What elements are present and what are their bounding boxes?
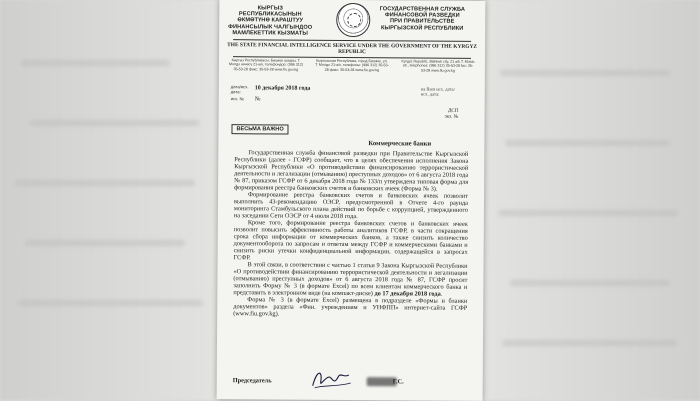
backdrop-text-line bbox=[502, 340, 677, 346]
document-page bbox=[217, 0, 486, 401]
header-english-title: THE STATE FINANCIAL INTELLIGENCE SERVICE UNDER THE GOVERNMENT OF THE KYRGYZ REPUBLIC bbox=[227, 42, 477, 56]
header-russian-title: ГОСУДАРСТВЕННАЯ СЛУЖБА ФИНАНСОВОЙ РАЗВЕДКИ ПРИ ПРАВИТЕЛЬСТВЕ КЫРГЫЗСКОЙ РЕСПУБЛИКИ bbox=[379, 6, 466, 32]
deadline-date: до 17 декабря 2018 года bbox=[374, 290, 441, 298]
priority-stamp: ВЕСЬМА ВАЖНО bbox=[231, 124, 288, 134]
backdrop-text-line bbox=[30, 120, 200, 126]
backdrop-text-line bbox=[510, 280, 670, 286]
backdrop-text-line bbox=[25, 240, 185, 246]
backdrop-text-line bbox=[20, 60, 170, 66]
address-english: Kyrgyz Republic, Bishkek city, 21 a/k T. Moldo str., telephones: (996 312) 35-53-28 fax: 35-53-28 www.fiu.gov.kg bbox=[401, 59, 475, 73]
backdrop-text-line bbox=[500, 70, 670, 76]
signatory-initials: Г.С. bbox=[392, 378, 404, 386]
dsp-mark bbox=[445, 109, 459, 121]
backdrop-text-line bbox=[505, 140, 670, 146]
addressee: Коммерческие банки bbox=[368, 140, 432, 148]
backdrop-text-line bbox=[15, 180, 195, 186]
address-russian: Кыргызская Республика, город Бишкек, ул. Т. Молдо 21-а/к, телефоны: (996 312) 35-53-28 факс: 35-53-28 www.fiu.gov.kg bbox=[315, 58, 389, 72]
paragraph-1: Государственная служба финансовой разведки при Правительстве Кыргызской Республики (далее - ГСФР) сообщает, что в целях обеспечения исполнения Закона Кыргызской Республики «О противодействии финансированию террористической деятельности и легализации (отмыванию) преступных доходов» от 6 августа 2018 года № 87, приказом ГСФР от 6 декабря 2018 года № 133/п утверждена типовая форма для формирования реестра банковских счетов и банковских ячеек (Форма № 3). bbox=[234, 149, 469, 193]
handwritten-signature bbox=[309, 366, 353, 392]
paragraph-3: Кроме того, формирование реестра банковских счетов и банковских ячеек позволит повысить эффективность работы аналитиков ГСФР, в части сокращения срока сбора информации от коммерческих банков, а также снизить количество документооборота по запросам и ответам между ГСФР и коммерческими банками и снизить риски утечки конфиденциальной информации, содержащейся в запросах ГСФР. bbox=[233, 219, 468, 262]
header-divider bbox=[233, 39, 471, 42]
outgoing-number: № bbox=[254, 96, 261, 103]
header-kyrgyz-title: КЫРГЫЗ РЕСПУБЛИКАСЫНЫН ӨКМӨТҮНӨ КАРАШТУУ ФИНАНСЫЛЫК ЧАЛГЫНДОО МАМЛЕКЕТТИК КЫЗМАТЫ bbox=[228, 5, 313, 37]
response-reference: на Ваш исх. дата/исх. дата: bbox=[420, 86, 455, 97]
date-label: дата/исх. дата: bbox=[230, 84, 249, 95]
backdrop-text-line bbox=[498, 210, 678, 216]
backdrop-text-line bbox=[18, 300, 203, 306]
paragraph-4: В этой связи, в соответствии с частью 1 статьи 9 Закона Кыргызской Республики «О противодействии финансированию террористической деятельности и легализации (отмыванию) преступных доходов» от 6 августа 2018 года № 87, ГСФР просит заполнить Форму № 3 (в формате Excel) по всем клиентам коммерческого банка и представить в электронном виде (на компакт-диске) до 17 декабря 2018 года. bbox=[233, 261, 468, 298]
paragraph-2: Формирование реестра банковских счетов и банковских ячеек позволит выполнить 43-рекомендацию ОЭСР, предусмотренной в Отчете 4-го раунда мониторинга Стамбульского плана действий по борьбе с коррупцией, утвержденного на заседании Сети ОЭСР от 4 июля 2018 года. bbox=[233, 191, 469, 220]
number-label: исх. № bbox=[230, 96, 245, 102]
letter-body bbox=[233, 150, 468, 320]
address-kyrgyz: Кыргыз Республикасы, Бишкек шаары, Т. Молдо көчөсү 21-а/к, телефондор: (996 312) 35-53-28 факс: 35-53-28 www.fiu.gov.kg bbox=[228, 58, 303, 72]
paragraph-5: Форма № 3 (в формате Excel) размещена в подразделе «Формы и бланки документов» раздела «Фин. учреждениям и УНФПП» интернет-сайта ГСФР (www.fiu.gov.kg). bbox=[233, 296, 468, 318]
paragraph-4-text: В этой связи, в соответствии с частью 1 статьи 9 Закона Кыргызской Республики «О противодействии финансированию террористической деятельности и легализации (отмыванию) преступных доходов» от 6 августа 2018 года № 87, ГСФР просит заполнить Форму № 3 (в формате Excel) по всем клиентам коммерческого банка и представить в электронном виде (на компакт-диске) bbox=[233, 261, 468, 298]
state-emblem-icon bbox=[336, 3, 370, 37]
outgoing-date: 10 декабря 2018 года bbox=[254, 85, 311, 92]
signatory-title: Председатель bbox=[232, 377, 272, 385]
copy-number-label: экз. № bbox=[444, 114, 459, 120]
dsp-label: ДСП bbox=[448, 108, 459, 114]
